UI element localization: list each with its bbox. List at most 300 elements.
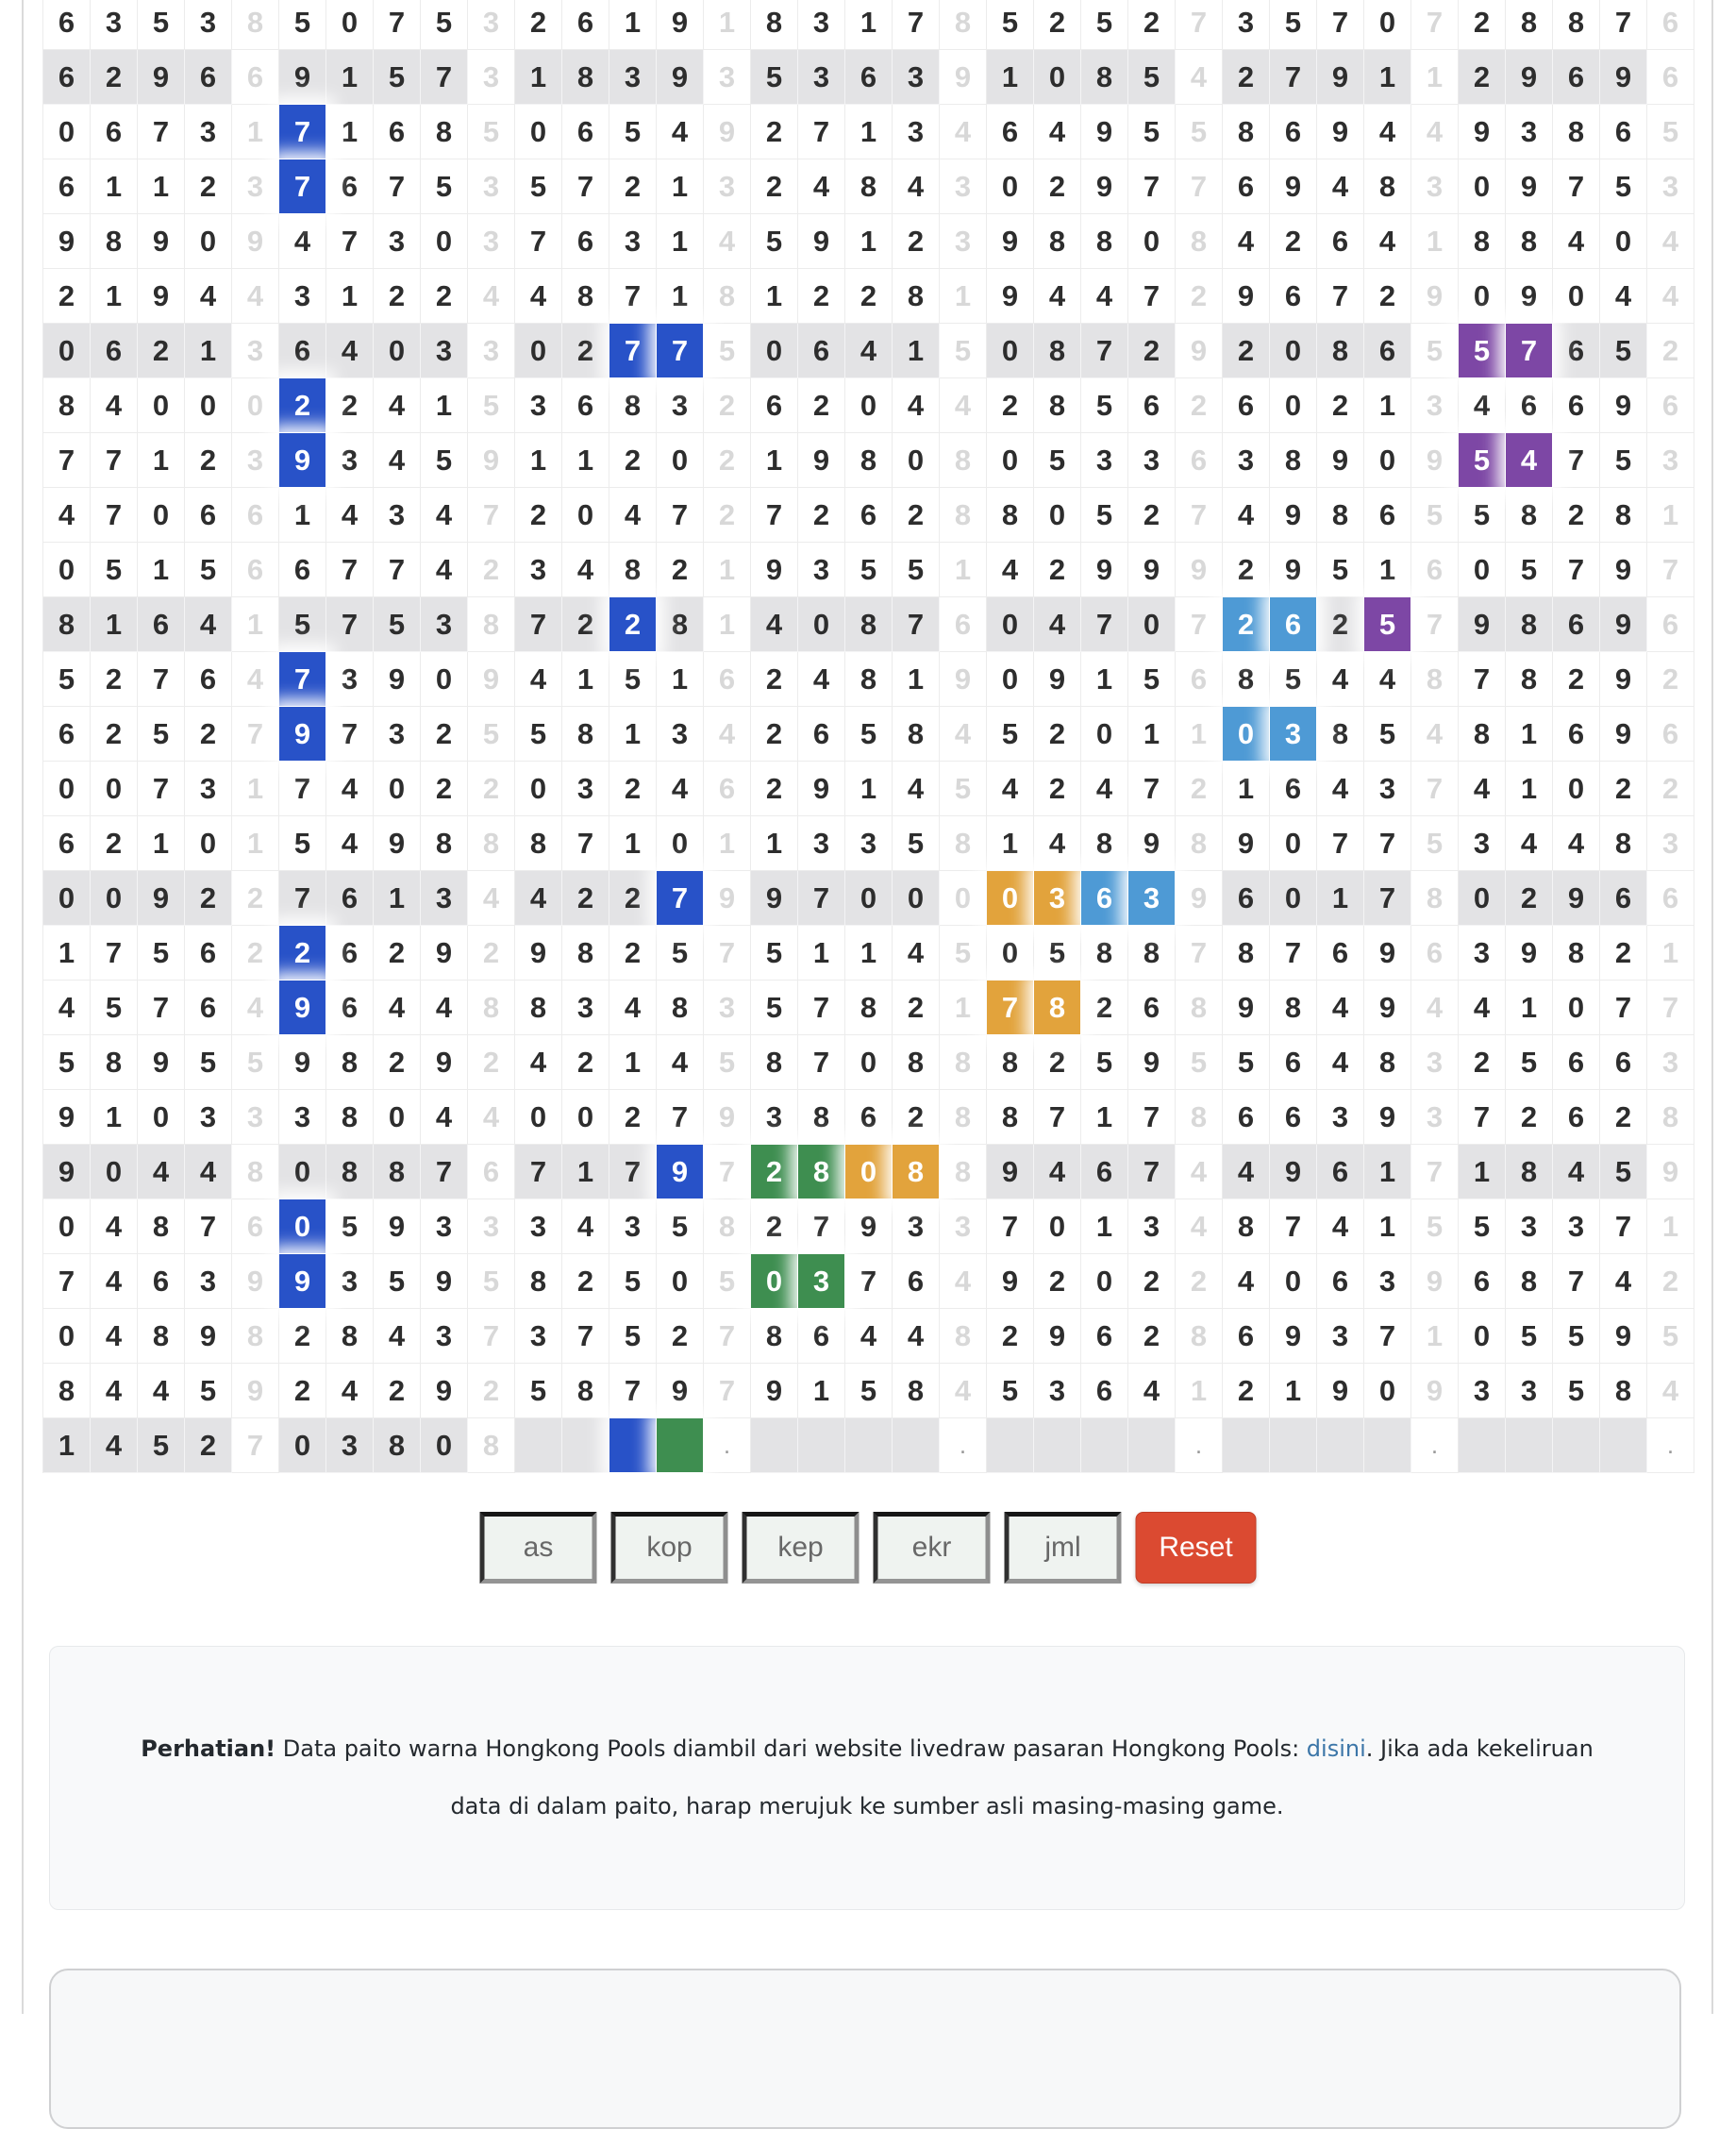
grid-cell[interactable]: 5 <box>1034 433 1081 488</box>
grid-cell[interactable]: 8 <box>987 1090 1034 1145</box>
grid-cell[interactable]: 5 <box>138 707 185 762</box>
grid-cell[interactable]: 5 <box>609 652 657 707</box>
grid-cell[interactable]: 1 <box>1506 762 1553 816</box>
grid-cell[interactable]: 9 <box>1128 816 1176 871</box>
grid-cell[interactable]: 1 <box>609 707 657 762</box>
grid-cell[interactable]: 0 <box>798 597 845 652</box>
grid-cell[interactable]: 4 <box>91 1418 138 1473</box>
grid-cell[interactable]: 8 <box>1506 0 1553 50</box>
grid-cell[interactable]: 9 <box>1364 981 1411 1035</box>
grid-cell[interactable]: 2 <box>751 762 798 816</box>
grid-cell[interactable]: 2 <box>1459 50 1506 105</box>
grid-cell[interactable]: 1 <box>609 1035 657 1090</box>
grid-cell-highlight-lightblue[interactable]: 3 <box>1270 707 1317 762</box>
grid-cell[interactable]: 9 <box>751 1364 798 1418</box>
grid-cell[interactable]: 1 <box>845 762 893 816</box>
grid-cell[interactable]: 6 <box>1176 433 1223 488</box>
grid-cell[interactable]: 4 <box>940 1364 987 1418</box>
grid-cell[interactable]: 5 <box>1411 1199 1459 1254</box>
grid-cell[interactable]: 6 <box>940 597 987 652</box>
grid-cell[interactable]: 5 <box>1128 652 1176 707</box>
grid-cell[interactable]: 9 <box>1128 1035 1176 1090</box>
grid-cell[interactable]: 8 <box>609 543 657 597</box>
grid-cell[interactable]: 1 <box>91 1090 138 1145</box>
grid-cell[interactable] <box>1034 1418 1081 1473</box>
grid-cell[interactable]: 2 <box>751 1199 798 1254</box>
grid-cell[interactable]: 7 <box>704 926 751 981</box>
grid-cell[interactable]: 9 <box>421 1364 468 1418</box>
grid-cell[interactable]: 7 <box>91 433 138 488</box>
grid-cell[interactable]: 4 <box>609 981 657 1035</box>
grid-cell[interactable]: 1 <box>232 762 279 816</box>
grid-cell[interactable]: 1 <box>562 1145 609 1199</box>
grid-cell[interactable]: 8 <box>1270 433 1317 488</box>
grid-cell[interactable]: 8 <box>1317 488 1364 543</box>
grid-cell[interactable]: 4 <box>1317 159 1364 214</box>
grid-cell[interactable]: 3 <box>279 1090 326 1145</box>
grid-cell[interactable]: 2 <box>374 1364 421 1418</box>
grid-cell[interactable]: 6 <box>326 981 374 1035</box>
grid-cell[interactable]: 2 <box>43 269 91 324</box>
grid-cell[interactable]: 4 <box>1034 597 1081 652</box>
grid-cell[interactable]: 6 <box>1176 652 1223 707</box>
grid-cell[interactable]: . <box>1647 1418 1694 1473</box>
grid-cell[interactable]: 7 <box>1317 816 1364 871</box>
grid-cell[interactable]: 2 <box>562 1254 609 1309</box>
grid-cell[interactable]: 5 <box>987 1364 1034 1418</box>
grid-cell[interactable]: 8 <box>43 378 91 433</box>
grid-cell[interactable]: 6 <box>562 378 609 433</box>
grid-cell[interactable]: 8 <box>1317 707 1364 762</box>
grid-cell-highlight-blue[interactable]: 7 <box>657 871 704 926</box>
grid-cell[interactable]: 6 <box>1459 1254 1506 1309</box>
grid-cell[interactable]: 2 <box>1317 597 1364 652</box>
grid-cell[interactable]: 8 <box>138 1199 185 1254</box>
grid-cell[interactable]: 2 <box>1081 981 1128 1035</box>
grid-cell[interactable]: 7 <box>893 597 940 652</box>
grid-cell[interactable]: 2 <box>1647 652 1694 707</box>
grid-cell[interactable]: 4 <box>940 707 987 762</box>
grid-cell-highlight-green[interactable]: 8 <box>798 1145 845 1199</box>
grid-cell[interactable]: 8 <box>893 1364 940 1418</box>
grid-cell[interactable]: 2 <box>185 433 232 488</box>
grid-cell[interactable]: 3 <box>609 214 657 269</box>
grid-cell[interactable]: 1 <box>657 269 704 324</box>
grid-cell[interactable]: 0 <box>1459 1309 1506 1364</box>
grid-cell[interactable]: 1 <box>91 269 138 324</box>
grid-cell[interactable]: 9 <box>1317 105 1364 159</box>
grid-cell[interactable]: 4 <box>374 433 421 488</box>
grid-cell[interactable]: 5 <box>1459 1199 1506 1254</box>
grid-cell[interactable]: 3 <box>1647 433 1694 488</box>
grid-cell-highlight-blue[interactable]: 9 <box>279 707 326 762</box>
grid-cell[interactable]: 1 <box>1411 1309 1459 1364</box>
grid-cell[interactable]: 7 <box>138 652 185 707</box>
grid-cell[interactable] <box>1364 1418 1411 1473</box>
grid-cell[interactable]: 2 <box>421 707 468 762</box>
grid-cell[interactable]: 3 <box>421 1309 468 1364</box>
grid-cell[interactable]: 3 <box>609 1199 657 1254</box>
grid-cell[interactable]: 1 <box>798 1364 845 1418</box>
grid-cell[interactable]: 8 <box>893 1035 940 1090</box>
grid-cell[interactable]: 3 <box>374 214 421 269</box>
grid-cell[interactable]: 7 <box>1411 597 1459 652</box>
grid-cell[interactable]: 9 <box>1600 378 1647 433</box>
grid-cell[interactable]: 8 <box>1176 981 1223 1035</box>
grid-cell[interactable]: 1 <box>1506 707 1553 762</box>
grid-cell[interactable]: 9 <box>1411 433 1459 488</box>
grid-cell-highlight-blue[interactable]: 7 <box>279 159 326 214</box>
grid-cell[interactable]: 9 <box>138 269 185 324</box>
grid-cell[interactable]: 2 <box>609 159 657 214</box>
grid-cell-highlight-orange[interactable]: 7 <box>987 981 1034 1035</box>
grid-cell[interactable] <box>845 1418 893 1473</box>
grid-cell-highlight-blue[interactable] <box>609 1418 657 1473</box>
grid-cell[interactable]: 1 <box>798 926 845 981</box>
grid-cell[interactable]: 4 <box>326 1364 374 1418</box>
grid-cell[interactable]: 2 <box>1270 214 1317 269</box>
grid-cell[interactable]: 5 <box>138 0 185 50</box>
grid-cell[interactable]: 3 <box>1647 1035 1694 1090</box>
grid-cell[interactable]: 0 <box>893 433 940 488</box>
grid-cell[interactable]: 6 <box>1647 378 1694 433</box>
grid-cell[interactable]: 2 <box>1034 159 1081 214</box>
grid-cell[interactable]: 3 <box>1081 433 1128 488</box>
grid-cell-highlight-orange[interactable]: 8 <box>893 1145 940 1199</box>
grid-cell[interactable]: 6 <box>1317 1254 1364 1309</box>
grid-cell[interactable]: 7 <box>1176 926 1223 981</box>
grid-cell[interactable]: 1 <box>138 543 185 597</box>
grid-cell[interactable]: 3 <box>1459 1364 1506 1418</box>
grid-cell[interactable]: 0 <box>1270 324 1317 378</box>
grid-cell[interactable]: 4 <box>91 1199 138 1254</box>
grid-cell[interactable]: 4 <box>657 105 704 159</box>
grid-cell[interactable]: 2 <box>468 1035 515 1090</box>
grid-cell[interactable]: 3 <box>185 1090 232 1145</box>
grid-cell[interactable]: 5 <box>1270 0 1317 50</box>
grid-cell[interactable]: 2 <box>515 488 562 543</box>
grid-cell[interactable]: 1 <box>1223 762 1270 816</box>
grid-cell[interactable]: 4 <box>562 1199 609 1254</box>
grid-cell[interactable]: 0 <box>138 1090 185 1145</box>
grid-cell[interactable]: 3 <box>704 981 751 1035</box>
grid-cell[interactable]: 0 <box>1459 543 1506 597</box>
grid-cell[interactable]: 7 <box>798 105 845 159</box>
grid-cell[interactable]: 6 <box>704 762 751 816</box>
grid-cell[interactable]: 1 <box>845 214 893 269</box>
grid-cell[interactable]: 5 <box>1506 1309 1553 1364</box>
grid-cell[interactable]: 3 <box>515 1309 562 1364</box>
grid-cell[interactable]: 0 <box>1128 597 1176 652</box>
grid-cell[interactable]: 6 <box>91 324 138 378</box>
grid-cell[interactable]: 1 <box>185 324 232 378</box>
grid-cell[interactable]: 3 <box>1411 159 1459 214</box>
grid-cell[interactable]: 9 <box>43 214 91 269</box>
grid-cell[interactable]: 4 <box>468 1090 515 1145</box>
grid-cell[interactable]: 7 <box>468 488 515 543</box>
grid-cell[interactable]: 1 <box>1364 543 1411 597</box>
grid-cell-highlight-blue[interactable]: 9 <box>657 1145 704 1199</box>
grid-cell[interactable]: 1 <box>279 488 326 543</box>
grid-cell[interactable]: 4 <box>798 652 845 707</box>
grid-cell[interactable]: 0 <box>1553 762 1600 816</box>
grid-cell-highlight-blue[interactable]: 9 <box>279 981 326 1035</box>
grid-cell[interactable]: 1 <box>43 1418 91 1473</box>
grid-cell[interactable]: 0 <box>987 597 1034 652</box>
grid-cell[interactable]: 2 <box>1647 324 1694 378</box>
grid-cell[interactable]: 4 <box>1034 269 1081 324</box>
grid-cell[interactable]: 0 <box>1128 214 1176 269</box>
grid-cell[interactable]: 3 <box>798 816 845 871</box>
grid-cell[interactable]: 2 <box>893 488 940 543</box>
grid-cell[interactable]: 2 <box>609 433 657 488</box>
grid-cell[interactable]: 9 <box>1364 1090 1411 1145</box>
grid-cell[interactable]: 6 <box>1317 1145 1364 1199</box>
grid-cell[interactable]: 0 <box>326 0 374 50</box>
grid-cell[interactable]: 5 <box>515 159 562 214</box>
grid-cell[interactable]: 2 <box>657 543 704 597</box>
grid-cell[interactable]: 7 <box>421 1145 468 1199</box>
grid-cell[interactable]: 5 <box>1411 488 1459 543</box>
grid-cell[interactable]: 1 <box>138 159 185 214</box>
grid-cell[interactable]: 6 <box>232 50 279 105</box>
grid-cell[interactable]: 6 <box>1270 1035 1317 1090</box>
grid-cell[interactable]: 4 <box>1600 1254 1647 1309</box>
grid-cell[interactable]: 2 <box>1128 488 1176 543</box>
grid-cell[interactable]: 4 <box>940 1254 987 1309</box>
grid-cell[interactable]: . <box>704 1418 751 1473</box>
grid-cell[interactable]: 9 <box>751 543 798 597</box>
grid-cell[interactable]: 6 <box>1364 488 1411 543</box>
grid-cell[interactable]: 6 <box>43 159 91 214</box>
grid-cell[interactable]: 5 <box>1600 1145 1647 1199</box>
grid-cell[interactable]: 3 <box>468 324 515 378</box>
grid-cell[interactable]: 4 <box>232 652 279 707</box>
grid-cell[interactable]: . <box>940 1418 987 1473</box>
grid-cell[interactable]: 9 <box>940 652 987 707</box>
grid-cell[interactable]: 8 <box>940 1309 987 1364</box>
grid-cell[interactable]: 9 <box>987 269 1034 324</box>
grid-cell[interactable]: 5 <box>1034 926 1081 981</box>
grid-cell[interactable]: 2 <box>468 543 515 597</box>
grid-cell[interactable]: 8 <box>704 1199 751 1254</box>
grid-cell[interactable]: 0 <box>657 816 704 871</box>
grid-cell[interactable]: 7 <box>232 1418 279 1473</box>
grid-cell[interactable]: 4 <box>1317 652 1364 707</box>
grid-cell[interactable]: 2 <box>893 981 940 1035</box>
grid-cell[interactable]: 9 <box>1506 159 1553 214</box>
grid-cell[interactable]: 3 <box>1223 0 1270 50</box>
grid-cell[interactable]: 2 <box>798 378 845 433</box>
grid-cell[interactable]: 4 <box>1364 652 1411 707</box>
grid-cell[interactable]: 0 <box>43 871 91 926</box>
grid-cell[interactable]: 8 <box>1176 1090 1223 1145</box>
grid-cell-highlight-lightblue[interactable]: 0 <box>1223 707 1270 762</box>
grid-cell[interactable]: 1 <box>1647 1199 1694 1254</box>
grid-cell[interactable]: 8 <box>1364 1035 1411 1090</box>
grid-cell[interactable]: 9 <box>1506 926 1553 981</box>
grid-cell[interactable]: 4 <box>1223 488 1270 543</box>
grid-cell[interactable]: 2 <box>1034 0 1081 50</box>
grid-cell[interactable]: 0 <box>1081 1254 1128 1309</box>
grid-cell[interactable]: 4 <box>893 926 940 981</box>
grid-cell[interactable]: 1 <box>1647 926 1694 981</box>
grid-cell[interactable]: 2 <box>1176 762 1223 816</box>
grid-cell[interactable]: 3 <box>1411 1035 1459 1090</box>
grid-cell[interactable]: 4 <box>1034 105 1081 159</box>
grid-cell[interactable]: 8 <box>1506 214 1553 269</box>
grid-cell[interactable]: 9 <box>940 50 987 105</box>
grid-cell[interactable]: 8 <box>1600 488 1647 543</box>
grid-cell[interactable]: 0 <box>1553 981 1600 1035</box>
grid-cell[interactable]: 8 <box>1034 214 1081 269</box>
grid-cell[interactable]: 2 <box>798 488 845 543</box>
grid-cell[interactable]: 0 <box>562 488 609 543</box>
grid-cell[interactable]: 1 <box>987 816 1034 871</box>
grid-cell[interactable]: 5 <box>185 1035 232 1090</box>
grid-cell[interactable]: 2 <box>468 1364 515 1418</box>
grid-cell[interactable]: 7 <box>91 488 138 543</box>
grid-cell[interactable]: 7 <box>1647 543 1694 597</box>
grid-cell[interactable]: 1 <box>91 159 138 214</box>
grid-cell[interactable]: 8 <box>562 50 609 105</box>
grid-cell[interactable]: 9 <box>657 0 704 50</box>
grid-cell[interactable]: 0 <box>657 1254 704 1309</box>
grid-cell[interactable]: 3 <box>326 652 374 707</box>
grid-cell[interactable]: 6 <box>704 652 751 707</box>
grid-cell[interactable]: 1 <box>1081 1090 1128 1145</box>
grid-cell[interactable]: 4 <box>893 1309 940 1364</box>
grid-cell[interactable] <box>1270 1418 1317 1473</box>
grid-cell[interactable]: 4 <box>326 762 374 816</box>
grid-cell[interactable]: 4 <box>232 981 279 1035</box>
grid-cell[interactable]: 2 <box>468 762 515 816</box>
grid-cell-highlight-blue[interactable]: 9 <box>279 433 326 488</box>
grid-cell[interactable]: 4 <box>1034 1145 1081 1199</box>
grid-cell[interactable]: 1 <box>893 324 940 378</box>
grid-cell[interactable]: 5 <box>421 433 468 488</box>
grid-cell[interactable]: 1 <box>609 816 657 871</box>
grid-cell[interactable]: 2 <box>1647 762 1694 816</box>
grid-cell[interactable]: 6 <box>1553 1035 1600 1090</box>
grid-cell[interactable]: 2 <box>562 1035 609 1090</box>
grid-cell[interactable]: 3 <box>940 159 987 214</box>
grid-cell[interactable]: 3 <box>468 214 515 269</box>
grid-cell[interactable]: 8 <box>1176 816 1223 871</box>
grid-cell[interactable]: 1 <box>1411 50 1459 105</box>
grid-cell[interactable]: 7 <box>138 762 185 816</box>
grid-cell[interactable]: 7 <box>374 543 421 597</box>
grid-cell[interactable]: 7 <box>1176 597 1223 652</box>
grid-cell-highlight-blue[interactable]: 0 <box>279 1199 326 1254</box>
grid-cell[interactable]: 1 <box>704 543 751 597</box>
grid-cell[interactable]: 8 <box>1459 214 1506 269</box>
grid-cell[interactable]: 2 <box>185 871 232 926</box>
grid-cell[interactable]: 8 <box>1081 926 1128 981</box>
grid-cell[interactable]: 8 <box>940 816 987 871</box>
grid-cell[interactable]: 1 <box>562 652 609 707</box>
grid-cell[interactable]: 7 <box>798 1199 845 1254</box>
grid-cell[interactable]: 4 <box>1223 214 1270 269</box>
grid-cell[interactable]: 4 <box>704 707 751 762</box>
grid-cell[interactable]: 9 <box>1081 105 1128 159</box>
grid-cell[interactable]: 9 <box>1223 816 1270 871</box>
grid-cell[interactable]: 0 <box>374 762 421 816</box>
grid-cell[interactable]: 0 <box>91 1145 138 1199</box>
grid-cell[interactable]: 8 <box>1459 707 1506 762</box>
grid-cell[interactable] <box>515 1418 562 1473</box>
grid-cell[interactable]: 3 <box>609 50 657 105</box>
grid-cell[interactable]: 3 <box>374 707 421 762</box>
grid-cell[interactable]: 9 <box>1270 159 1317 214</box>
grid-cell[interactable]: 9 <box>1411 269 1459 324</box>
grid-cell[interactable]: 8 <box>468 816 515 871</box>
grid-cell[interactable] <box>893 1418 940 1473</box>
grid-cell[interactable]: 1 <box>1317 871 1364 926</box>
grid-cell[interactable]: 6 <box>232 543 279 597</box>
grid-cell[interactable]: 0 <box>515 762 562 816</box>
grid-cell[interactable]: 5 <box>232 1035 279 1090</box>
grid-cell[interactable]: 5 <box>1176 1035 1223 1090</box>
grid-cell[interactable]: 4 <box>1553 1145 1600 1199</box>
grid-cell[interactable]: 7 <box>798 1035 845 1090</box>
grid-cell[interactable]: 6 <box>1553 597 1600 652</box>
grid-cell-highlight-lightblue[interactable]: 6 <box>1081 871 1128 926</box>
grid-cell[interactable]: 4 <box>1459 762 1506 816</box>
grid-cell[interactable]: 7 <box>1270 50 1317 105</box>
grid-cell[interactable]: 8 <box>940 488 987 543</box>
grid-cell[interactable]: 3 <box>515 543 562 597</box>
grid-cell[interactable]: 8 <box>1506 488 1553 543</box>
grid-cell[interactable]: 5 <box>374 1254 421 1309</box>
grid-cell[interactable]: 5 <box>1128 50 1176 105</box>
grid-cell[interactable]: 3 <box>798 543 845 597</box>
grid-cell[interactable]: 2 <box>845 269 893 324</box>
grid-cell[interactable]: 3 <box>468 50 515 105</box>
grid-cell[interactable]: 8 <box>1081 50 1128 105</box>
grid-cell-highlight-orange[interactable]: 0 <box>987 871 1034 926</box>
grid-cell[interactable]: 0 <box>43 105 91 159</box>
grid-cell[interactable]: 9 <box>1034 1309 1081 1364</box>
grid-cell[interactable] <box>562 1418 609 1473</box>
grid-cell[interactable]: 6 <box>1647 597 1694 652</box>
grid-cell[interactable]: 5 <box>515 707 562 762</box>
grid-cell-highlight-lightblue[interactable]: 3 <box>1128 871 1176 926</box>
grid-cell[interactable]: 8 <box>1176 214 1223 269</box>
grid-cell[interactable]: 2 <box>185 1418 232 1473</box>
grid-cell[interactable]: 6 <box>798 324 845 378</box>
grid-cell[interactable]: 6 <box>43 816 91 871</box>
grid-cell[interactable]: 0 <box>987 159 1034 214</box>
grid-cell[interactable]: 6 <box>1364 324 1411 378</box>
grid-cell[interactable]: 7 <box>43 1254 91 1309</box>
grid-cell[interactable]: 1 <box>704 597 751 652</box>
grid-cell[interactable]: 6 <box>1600 871 1647 926</box>
grid-cell[interactable]: 5 <box>940 324 987 378</box>
grid-cell-highlight-purple[interactable]: 4 <box>1506 433 1553 488</box>
grid-cell[interactable]: 9 <box>1459 105 1506 159</box>
grid-cell[interactable]: 4 <box>1459 378 1506 433</box>
grid-cell[interactable]: 3 <box>845 816 893 871</box>
grid-cell[interactable]: 7 <box>374 159 421 214</box>
grid-cell[interactable]: 9 <box>1317 1364 1364 1418</box>
grid-cell[interactable]: 0 <box>374 324 421 378</box>
grid-cell[interactable]: 3 <box>798 50 845 105</box>
grid-cell[interactable]: 5 <box>1081 0 1128 50</box>
grid-cell[interactable]: 8 <box>43 1364 91 1418</box>
grid-cell[interactable]: 9 <box>1600 707 1647 762</box>
grid-cell[interactable]: 7 <box>987 1199 1034 1254</box>
